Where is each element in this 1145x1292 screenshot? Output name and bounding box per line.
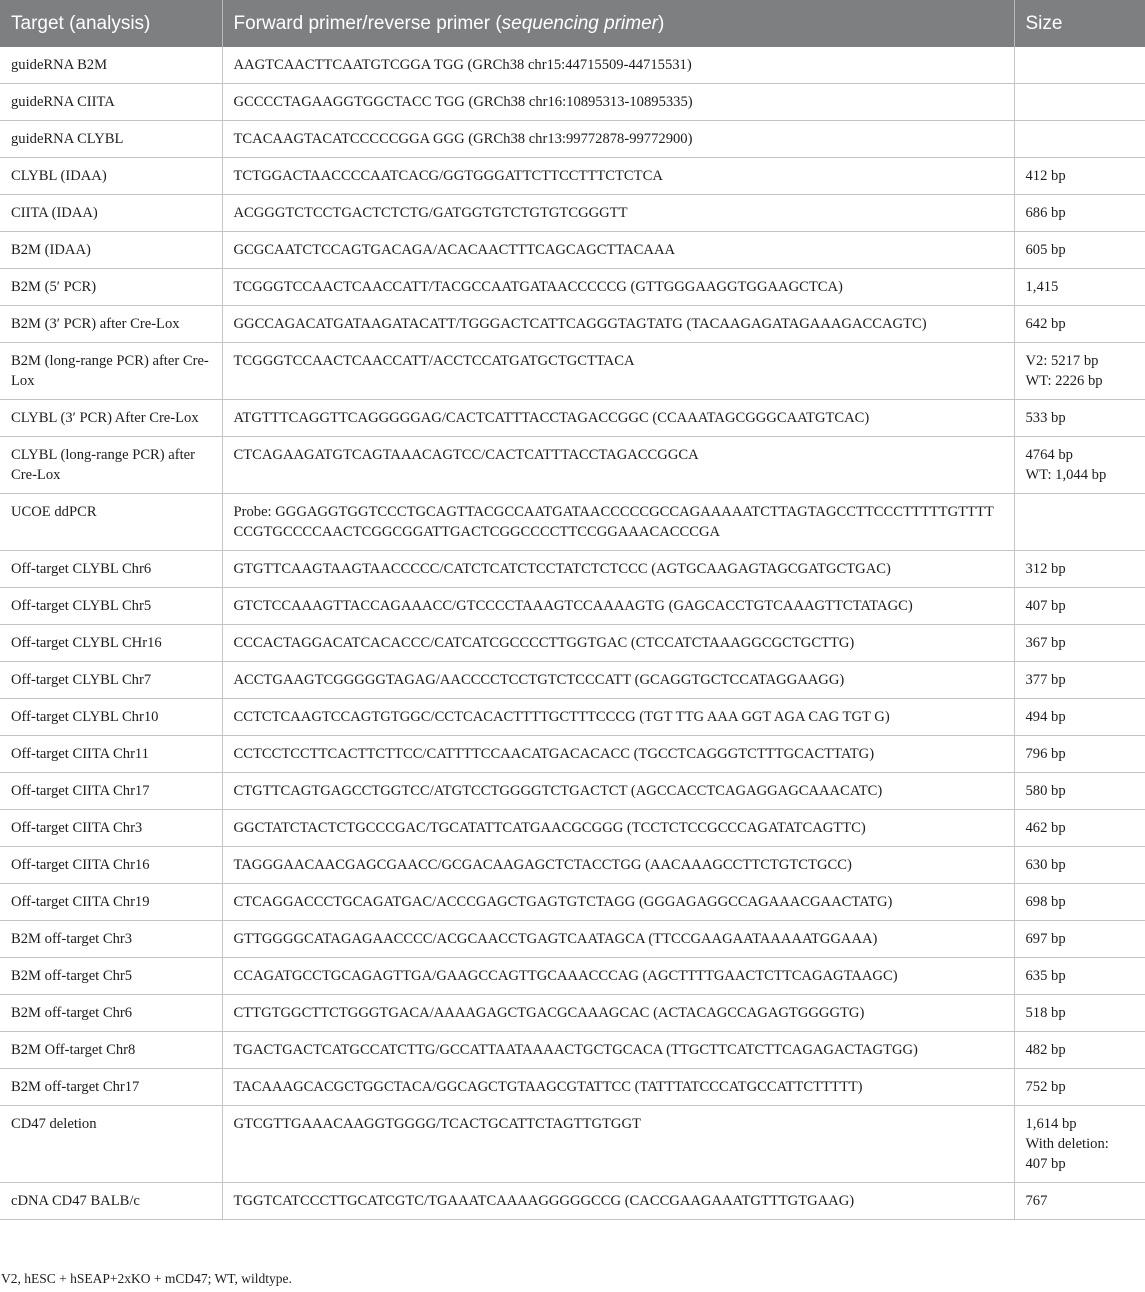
cell-primer: ACCTGAAGTCGGGGGTAGAG/AACCCCTCCTGTCTCCCATT (GCAGGTGCTCCATAGGAAGG) (222, 662, 1014, 699)
cell-primer: TCGGGTCCAACTCAACCATT/ACCTCCATGATGCTGCTTACA (222, 343, 1014, 400)
size-line: 518 bp (1025, 1005, 1066, 1021)
cell-target: CLYBL (3′ PCR) After Cre-Lox (0, 400, 222, 437)
cell-size (1014, 306, 1145, 343)
size-line: 462 bp (1025, 820, 1066, 836)
cell-size (1014, 1032, 1145, 1069)
cell-target: CLYBL (IDAA) (0, 158, 222, 195)
cell-target: B2M Off-target Chr8 (0, 1032, 222, 1069)
cell-primer: GCGCAATCTCCAGTGACAGA/ACACAACTTTCAGCAGCTTACAAA (222, 232, 1014, 269)
cell-size (1014, 232, 1145, 269)
cell-primer: GGCCAGACATGATAAGATACATT/TGGGACTCATTCAGGGTAGTATG (TACAAGAGATAGAAAGACCAGTC) (222, 306, 1014, 343)
cell-target: Off-target CLYBL Chr7 (0, 662, 222, 699)
cell-size (1014, 921, 1145, 958)
size-line: 630 bp (1025, 857, 1066, 873)
size-line: 1,614 bp (1025, 1116, 1077, 1132)
cell-primer: GGCTATCTACTCTGCCCGAC/TGCATATTCATGAACGCGGG (TCCTCTCCGCCCAGATATCAGTTC) (222, 810, 1014, 847)
cell-target: guideRNA CIITA (0, 84, 222, 121)
cell-primer: TGGTCATCCCTTGCATCGTC/TGAAATCAAAAGGGGGCCG (CACCGAAGAAATGTTTGTGAAG) (222, 1183, 1014, 1220)
cell-target: B2M (long-range PCR) after Cre-Lox (0, 343, 222, 400)
cell-target: UCOE ddPCR (0, 494, 222, 551)
table-row (0, 810, 1145, 847)
cell-primer: CTCAGGACCCTGCAGATGAC/ACCCGAGCTGAGTGTCTAGG (GGGAGAGGCCAGAAACGAACTATG) (222, 884, 1014, 921)
cell-size (1014, 1106, 1145, 1183)
size-line: 698 bp (1025, 894, 1066, 910)
cell-primer: TAGGGAACAACGAGCGAACC/GCGACAAGAGCTCTACCTGG (AACAAAGCCTTCTGTCTGCC) (222, 847, 1014, 884)
cell-size (1014, 84, 1145, 121)
cell-size (1014, 773, 1145, 810)
table-row (0, 400, 1145, 437)
size-line: 407 bp (1025, 598, 1066, 614)
cell-size (1014, 269, 1145, 306)
size-line: 697 bp (1025, 931, 1066, 947)
table-row (0, 1069, 1145, 1106)
cell-size (1014, 625, 1145, 662)
table-row (0, 306, 1145, 343)
size-line: 494 bp (1025, 709, 1066, 725)
size-line: 580 bp (1025, 783, 1066, 799)
cell-size (1014, 1183, 1145, 1220)
table-row (0, 269, 1145, 306)
cell-primer: TCACAAGTACATCCCCCGGA GGG (GRCh38 chr13:99772878-99772900) (222, 121, 1014, 158)
table-row (0, 437, 1145, 494)
cell-size (1014, 847, 1145, 884)
table-row (0, 343, 1145, 400)
table-row (0, 158, 1145, 195)
table-row (0, 773, 1145, 810)
table-row (0, 921, 1145, 958)
cell-target: CD47 deletion (0, 1106, 222, 1183)
cell-target: B2M off-target Chr3 (0, 921, 222, 958)
cell-primer: CCTCTCAAGTCCAGTGTGGC/CCTCACACTTTTGCTTTCCCG (TGT TTG AAA GGT AGA CAG TGT G) (222, 699, 1014, 736)
cell-primer: TCTGGACTAACCCCAATCACG/GGTGGGATTCTTCCTTTCTCTCA (222, 158, 1014, 195)
size-line: 533 bp (1025, 410, 1066, 426)
cell-size (1014, 699, 1145, 736)
cell-size (1014, 343, 1145, 400)
cell-primer: Probe: GGGAGGTGGTCCCTGCAGTTACGCCAATGATAACCCCCGCCAGAAAAATCTTAGTAGCCTTCCCTTTTTGTTTTCCGTGCCCCAACTCGGCGGATTGACTCGGCCCCTTCCGGAAACACCCGA (222, 494, 1014, 551)
cell-target: Off-target CLYBL Chr10 (0, 699, 222, 736)
table-row (0, 699, 1145, 736)
size-line: 605 bp (1025, 242, 1066, 258)
cell-primer: GTTGGGGCATAGAGAACCCC/ACGCAACCTGAGTCAATAGCA (TTCCGAAGAATAAAAATGGAAA) (222, 921, 1014, 958)
header-target: Target (analysis) (0, 0, 222, 47)
table-footnote: V2, hESC + hSEAP+2xKO + mCD47; WT, wildtype. (1, 1271, 292, 1286)
table-body (0, 47, 1145, 1220)
cell-target: Off-target CIITA Chr16 (0, 847, 222, 884)
cell-size (1014, 437, 1145, 494)
size-line: 312 bp (1025, 561, 1066, 577)
cell-primer: TGACTGACTCATGCCATCTTG/GCCATTAATAAAACTGCTGCACA (TTGCTTCATCTTCAGAGACTAGTGG) (222, 1032, 1014, 1069)
table-row (0, 1183, 1145, 1220)
cell-size (1014, 662, 1145, 699)
cell-target: Off-target CIITA Chr17 (0, 773, 222, 810)
cell-target: B2M (IDAA) (0, 232, 222, 269)
size-line: V2: 5217 bp (1025, 353, 1099, 369)
cell-primer: CCCACTAGGACATCACACCC/CATCATCGCCCCTTGGTGAC (CTCCATCTAAAGGCGCTGCTTG) (222, 625, 1014, 662)
table-row (0, 551, 1145, 588)
size-line: With deletion: (1025, 1136, 1109, 1152)
cell-target: Off-target CLYBL Chr5 (0, 588, 222, 625)
cell-size (1014, 400, 1145, 437)
table-row (0, 662, 1145, 699)
table-row (0, 1032, 1145, 1069)
cell-size (1014, 995, 1145, 1032)
size-line: 752 bp (1025, 1079, 1066, 1095)
cell-target: Off-target CLYBL Chr6 (0, 551, 222, 588)
table-row (0, 625, 1145, 662)
table-row (0, 195, 1145, 232)
cell-primer: CTTGTGGCTTCTGGGTGACA/AAAAGAGCTGACGCAAAGCAC (ACTACAGCCAGAGTGGGGTG) (222, 995, 1014, 1032)
table-header (0, 0, 1145, 47)
cell-target: guideRNA B2M (0, 47, 222, 84)
cell-target: guideRNA CLYBL (0, 121, 222, 158)
size-line: 796 bp (1025, 746, 1066, 762)
cell-primer: CCTCCTCCTTCACTTCTTCC/CATTTTCCAACATGACACACC (TGCCTCAGGGTCTTTGCACTTATG) (222, 736, 1014, 773)
size-line: 412 bp (1025, 168, 1066, 184)
cell-primer: GCCCCTAGAAGGTGGCTACC TGG (GRCh38 chr16:10895313-10895335) (222, 84, 1014, 121)
table-row (0, 847, 1145, 884)
cell-primer: AAGTCAACTTCAATGTCGGA TGG (GRCh38 chr15:44715509-44715531) (222, 47, 1014, 84)
table-row (0, 995, 1145, 1032)
cell-target: Off-target CIITA Chr19 (0, 884, 222, 921)
table-row (0, 958, 1145, 995)
cell-target: B2M off-target Chr17 (0, 1069, 222, 1106)
header-primer-suffix: ) (657, 12, 665, 34)
table-row (0, 494, 1145, 551)
cell-size (1014, 884, 1145, 921)
table-row (0, 121, 1145, 158)
cell-target: B2M (5′ PCR) (0, 269, 222, 306)
cell-primer: TACAAAGCACGCTGGCTACA/GGCAGCTGTAAGCGTATTCC (TATTTATCCCATGCCATTCTTTTT) (222, 1069, 1014, 1106)
cell-primer: ATGTTTCAGGTTCAGGGGGAG/CACTCATTTACCTAGACCGGC (CCAAATAGCGGGCAATGTCAC) (222, 400, 1014, 437)
cell-size (1014, 551, 1145, 588)
table-row (0, 84, 1145, 121)
cell-target: cDNA CD47 BALB/c (0, 1183, 222, 1220)
cell-target: B2M (3′ PCR) after Cre-Lox (0, 306, 222, 343)
cell-primer: GTCGTTGAAACAAGGTGGGG/TCACTGCATTCTAGTTGTGGT (222, 1106, 1014, 1183)
cell-size (1014, 494, 1145, 551)
cell-target: CLYBL (long-range PCR) after Cre-Lox (0, 437, 222, 494)
table-row (0, 1106, 1145, 1183)
cell-primer: TCGGGTCCAACTCAACCATT/TACGCCAATGATAACCCCCG (GTTGGGAAGGTGGAAGCTCA) (222, 269, 1014, 306)
size-line: 767 (1025, 1193, 1048, 1209)
cell-size (1014, 958, 1145, 995)
size-line: 635 bp (1025, 968, 1066, 984)
cell-size (1014, 588, 1145, 625)
size-line: WT: 1,044 bp (1025, 467, 1107, 483)
cell-size (1014, 158, 1145, 195)
cell-target: B2M off-target Chr5 (0, 958, 222, 995)
cell-primer: CTCAGAAGATGTCAGTAAACAGTCC/CACTCATTTACCTAGACCGGCA (222, 437, 1014, 494)
cell-primer: ACGGGTCTCCTGACTCTCTG/GATGGTGTCTGTGTCGGGTT (222, 195, 1014, 232)
cell-target: Off-target CIITA Chr11 (0, 736, 222, 773)
header-primer (222, 0, 1014, 47)
cell-primer: GTGTTCAAGTAAGTAACCCCC/CATCTCATCTCCTATCTCTCCC (AGTGCAAGAGTAGCGATGCTGAC) (222, 551, 1014, 588)
header-primer-prefix: Forward primer/reverse primer ( (233, 12, 502, 34)
table-row (0, 736, 1145, 773)
size-line: 407 bp (1025, 1156, 1066, 1172)
cell-target: B2M off-target Chr6 (0, 995, 222, 1032)
size-line: 482 bp (1025, 1042, 1066, 1058)
cell-size (1014, 1069, 1145, 1106)
cell-target: Off-target CLYBL CHr16 (0, 625, 222, 662)
cell-target: CIITA (IDAA) (0, 195, 222, 232)
cell-target: Off-target CIITA Chr3 (0, 810, 222, 847)
table-row (0, 232, 1145, 269)
header-size: Size (1014, 0, 1145, 47)
size-line: 686 bp (1025, 205, 1066, 221)
cell-size (1014, 195, 1145, 232)
cell-primer: CTGTTCAGTGAGCCTGGTCC/ATGTCCTGGGGTCTGACTCT (AGCCACCTCAGAGGAGCAAACATC) (222, 773, 1014, 810)
cell-primer: GTCTCCAAAGTTACCAGAAACC/GTCCCCTAAAGTCCAAAAGTG (GAGCACCTGTCAAAGTTCTATAGC) (222, 588, 1014, 625)
table-row (0, 47, 1145, 84)
size-line: 642 bp (1025, 316, 1066, 332)
cell-size (1014, 47, 1145, 84)
size-line: WT: 2226 bp (1025, 373, 1103, 389)
table-row (0, 884, 1145, 921)
cell-size (1014, 736, 1145, 773)
cell-primer: CCAGATGCCTGCAGAGTTGA/GAAGCCAGTTGCAAACCCAG (AGCTTTTGAACTCTTCAGAGTAAGC) (222, 958, 1014, 995)
header-primer-italic: sequencing primer (501, 12, 658, 34)
size-line: 1,415 (1025, 279, 1059, 295)
table-row (0, 588, 1145, 625)
size-line: 377 bp (1025, 672, 1066, 688)
cell-size (1014, 121, 1145, 158)
size-line: 4764 bp (1025, 447, 1073, 463)
size-line: 367 bp (1025, 635, 1066, 651)
cell-size (1014, 810, 1145, 847)
